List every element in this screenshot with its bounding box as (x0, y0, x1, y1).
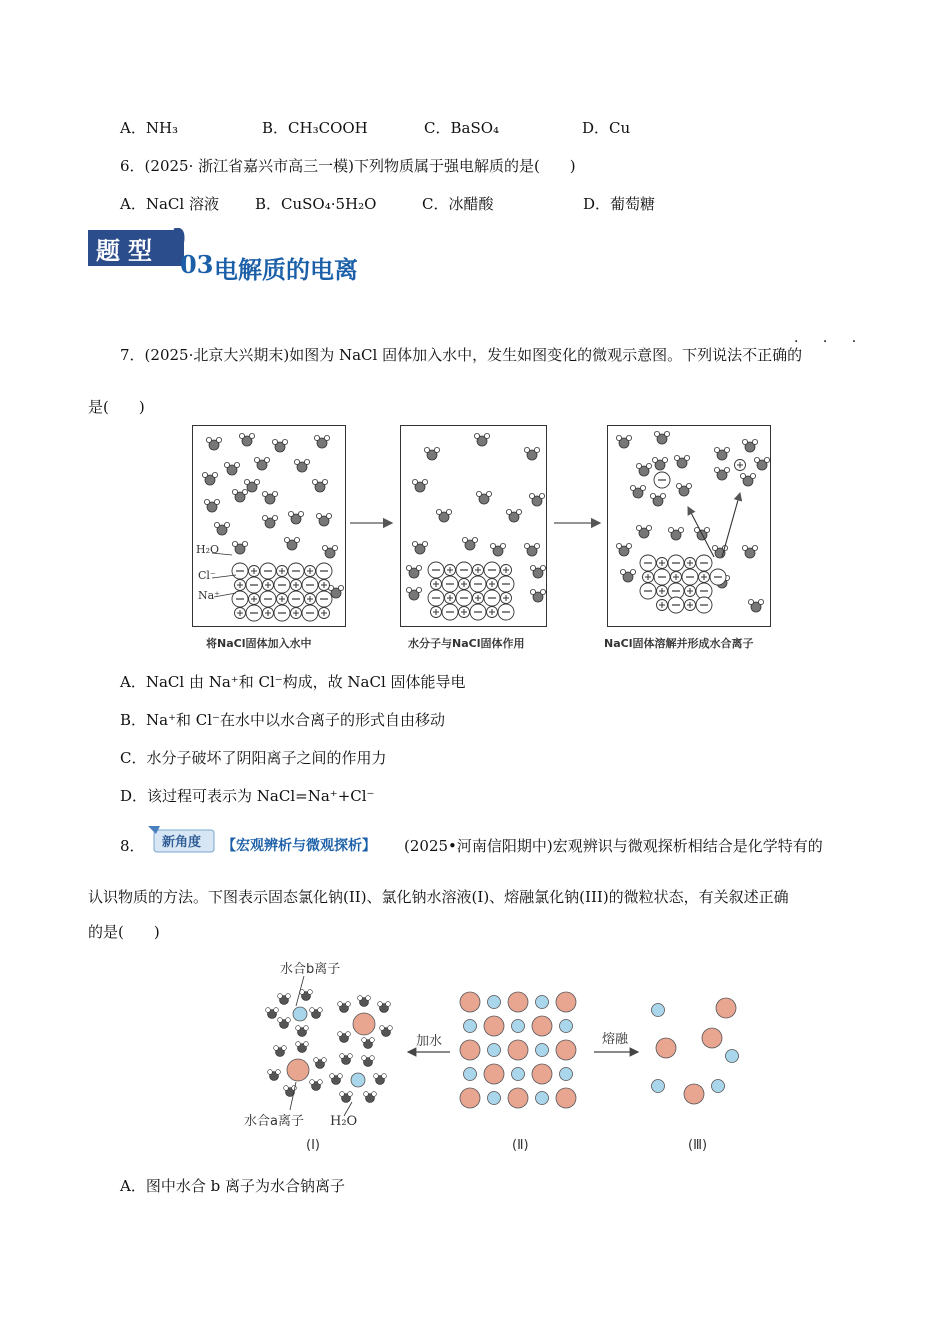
section-badge: 题型 (96, 236, 160, 265)
label-cl: Cl⁻ (198, 569, 216, 582)
q8-stem-line2: 认识物质的方法。下图表示固态氯化钠(II)、氯化钠水溶液(I)、熔融氯化钠(III)的微粒状态，有关叙述正确 (88, 888, 789, 906)
q8-particles (240, 952, 760, 1162)
q7-option-a: A．NaCl 由 Na⁺和 Cl⁻构成，故 NaCl 固体能导电 (120, 673, 466, 691)
arrow-label-melt: 熔融 (602, 1032, 629, 1047)
q6-option-b: B．CuSO₄·5H₂O (255, 195, 377, 213)
q6-option-d: D．葡萄糖 (583, 195, 656, 213)
label-na: Na⁺ (198, 589, 220, 602)
q7-option-d: D．该过程可表示为 NaCl=Na⁺+Cl⁻ (120, 787, 375, 805)
caption-I: (Ⅰ) (306, 1138, 320, 1153)
label-h2o-q8: H₂O (330, 1114, 358, 1129)
label-hydrated-b-ion: 水合b离子 (280, 962, 341, 977)
q8-stem-part1: (2025•河南信阳期中)宏观辨识与微观探析相结合是化学特有的 (404, 837, 823, 855)
q6-option-c: C．冰醋酸 (422, 195, 494, 213)
label-hydrated-a-ion: 水合a离子 (244, 1114, 304, 1129)
figure-caption-1: 将NaCl固体加入水中 (206, 637, 312, 650)
q5-option-b: B．CH₃COOH (262, 119, 368, 137)
new-angle-badge (148, 824, 216, 854)
new-angle-badge-label: 新角度 (162, 835, 202, 850)
caption-III: (Ⅲ) (688, 1138, 708, 1153)
q7-stem-line2: 是( ) (88, 398, 145, 416)
q8-number: 8． (120, 837, 145, 855)
q7-option-c: C．水分子破坏了阴阳离子之间的作用力 (120, 749, 387, 767)
q5-option-c: C．BaSO₄ (424, 119, 500, 137)
q6-option-a: A．NaCl 溶液 (120, 195, 219, 213)
q8-figure (240, 952, 760, 1162)
section-title: 电解质的电离 (214, 256, 358, 284)
section-number: 03 (180, 250, 214, 279)
figure-caption-2: 水分子与NaCl固体作用 (408, 637, 525, 650)
q7-particles (192, 425, 792, 635)
q5-option-d: D．Cu (582, 119, 631, 137)
q8-option-a: A．图中水合 b 离子为水合钠离子 (120, 1177, 345, 1195)
q7-option-b: B．Na⁺和 Cl⁻在水中以水合离子的形式自由移动 (120, 711, 445, 729)
section-banner (88, 228, 388, 284)
caption-II: (Ⅱ) (512, 1138, 529, 1153)
q5-option-a: A．NH₃ (120, 119, 179, 137)
q7-figure (192, 425, 792, 655)
emphasis-dots: · · · (794, 334, 867, 350)
q7-stem-line1: 7．(2025·北京大兴期末)如图为 NaCl 固体加入水中，发生如图变化的微观示意图。下列说法不正确的 (120, 346, 803, 364)
label-h2o: H₂O (196, 543, 220, 556)
q8-tag: 【宏观辨析与微观探析】 (222, 838, 376, 854)
figure-caption-3: NaCl固体溶解并形成水合离子 (604, 637, 754, 650)
q8-stem-line3: 的是( ) (88, 923, 160, 941)
arrow-label-add-water: 加水 (416, 1034, 443, 1049)
q6-stem: 6．(2025· 浙江省嘉兴市高三一模)下列物质属于强电解质的是( ) (120, 157, 576, 175)
